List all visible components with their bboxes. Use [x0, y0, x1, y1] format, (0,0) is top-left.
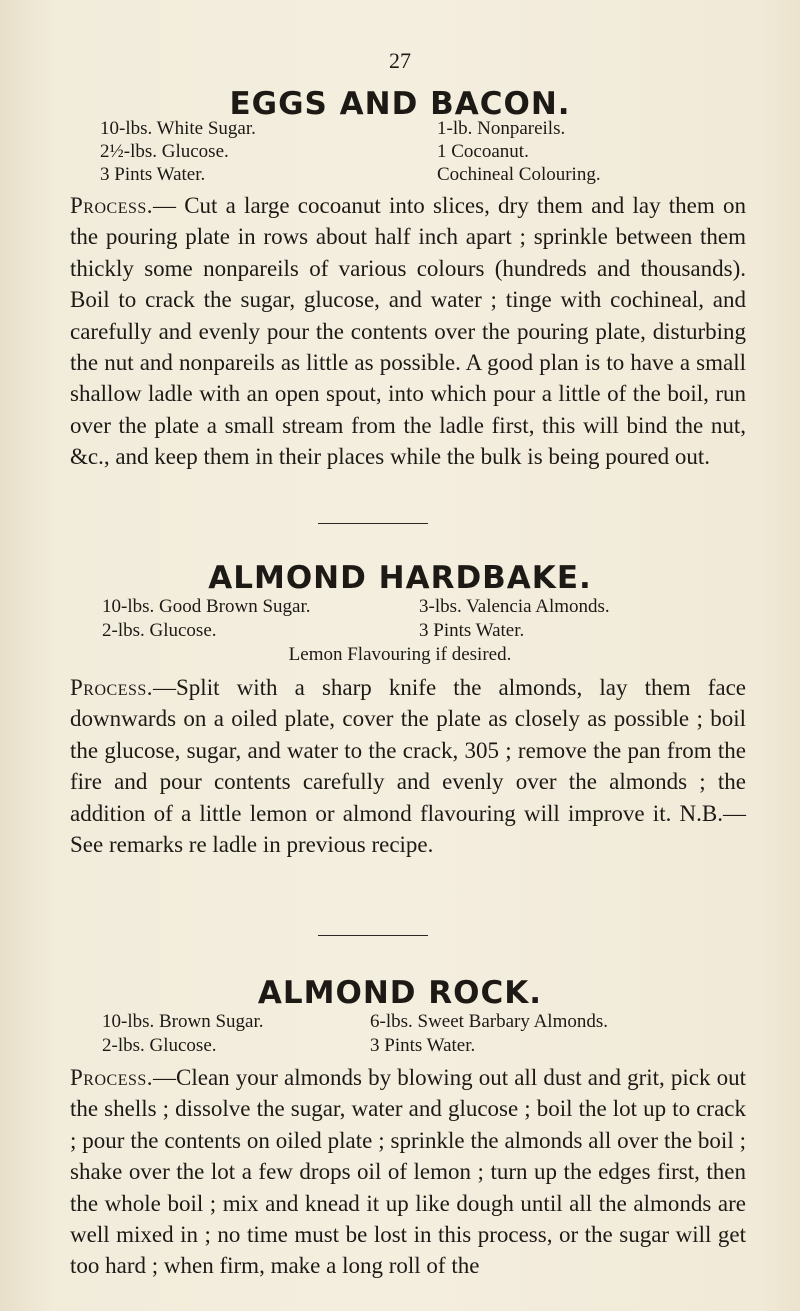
ingredient: 3 Pints Water.: [370, 1035, 476, 1056]
ingredient: 2-lbs. Glucose.: [102, 1035, 217, 1056]
recipe-title-eggs-and-bacon: EGGS AND BACON.: [229, 86, 571, 122]
process-paragraph: [70, 190, 746, 473]
process-label: Process.: [70, 193, 154, 218]
ingredient: 2-lbs. Glucose.: [102, 620, 217, 641]
section-divider: [318, 935, 428, 936]
ingredient: 10-lbs. White Sugar.: [100, 118, 256, 139]
ingredients-row: [0, 164, 800, 188]
ingredients-row: [0, 1035, 800, 1059]
recipe-title-almond-rock: ALMOND ROCK.: [257, 975, 543, 1011]
ingredient: 3 Pints Water.: [100, 164, 206, 185]
process-text: — Cut a large cocoanut into slices, dry them and lay them on the pouring plate in rows about half inch apart ; sprinkle between them thickly some nonpareils of various colours (hundreds and thousands). Boil to crack the sugar, glucose, and water ; tinge with cochineal, and carefully and evenly pour the contents over the pouring plate, disturbing the nut and nonpareils as little as possible. A good plan is to have a small shallow ladle with an open spout, into which pour a little of the boil, run over the plate a small stream from the ladle first, this will bind the nut, &c., and keep them in their places while the bulk is being poured out.: [70, 193, 746, 470]
process-paragraph: [70, 1062, 746, 1282]
page-number: 27: [389, 48, 411, 73]
ingredient: 1 Cocoanut.: [437, 141, 529, 162]
ingredient: 6-lbs. Sweet Barbary Almonds.: [370, 1011, 609, 1032]
recipe-title-almond-hardbake: ALMOND HARDBAKE.: [208, 560, 592, 596]
process-label: Process.: [70, 675, 154, 700]
process-paragraph: [70, 672, 746, 860]
section-divider: [318, 523, 428, 524]
ingredient: 3 Pints Water.: [419, 620, 525, 641]
ingredient: Cochineal Colouring.: [437, 164, 601, 185]
ingredient: 10-lbs. Brown Sugar.: [102, 1011, 264, 1032]
process-text: —Split with a sharp knife the almonds, lay them face downwards on a oiled plate, cover the plate as closely as possible ; boil the glucose, sugar, and water to the crack, 305 ; remove the pan from the fire and pour contents carefully and evenly over the almonds ; the addition of a little lemon or almond flavouring will improve it. N.B.—See remarks re ladle in previous recipe.: [70, 675, 746, 858]
ingredient: 10-lbs. Good Brown Sugar.: [102, 596, 311, 617]
ingredients-row: [0, 141, 800, 165]
ingredient: 3-lbs. Valencia Almonds.: [419, 596, 610, 617]
process-label: Process.: [70, 1065, 154, 1090]
ingredients-row: [0, 596, 800, 620]
ingredient-note: Lemon Flavouring if desired.: [288, 644, 512, 665]
ingredients-row: [0, 620, 800, 644]
ingredients-row: [0, 118, 800, 142]
ingredient: 1-lb. Nonpareils.: [437, 118, 566, 139]
ingredients-row: [0, 1011, 800, 1035]
ingredient: 2½-lbs. Glucose.: [100, 141, 229, 162]
process-text: —Clean your almonds by blowing out all dust and grit, pick out the shells ; dissolve the sugar, water and glucose ; boil the lot up to crack ; pour the contents on oiled plate ; sprinkle the almonds all over the boil ; shake over the lot a few drops oil of lemon ; turn up the edges first, then the whole boil ; mix and knead it up like dough until all the almonds are well mixed in ; no time must be lost in this process, or the sugar will get too hard ; when firm, make a long roll of the: [70, 1065, 746, 1279]
